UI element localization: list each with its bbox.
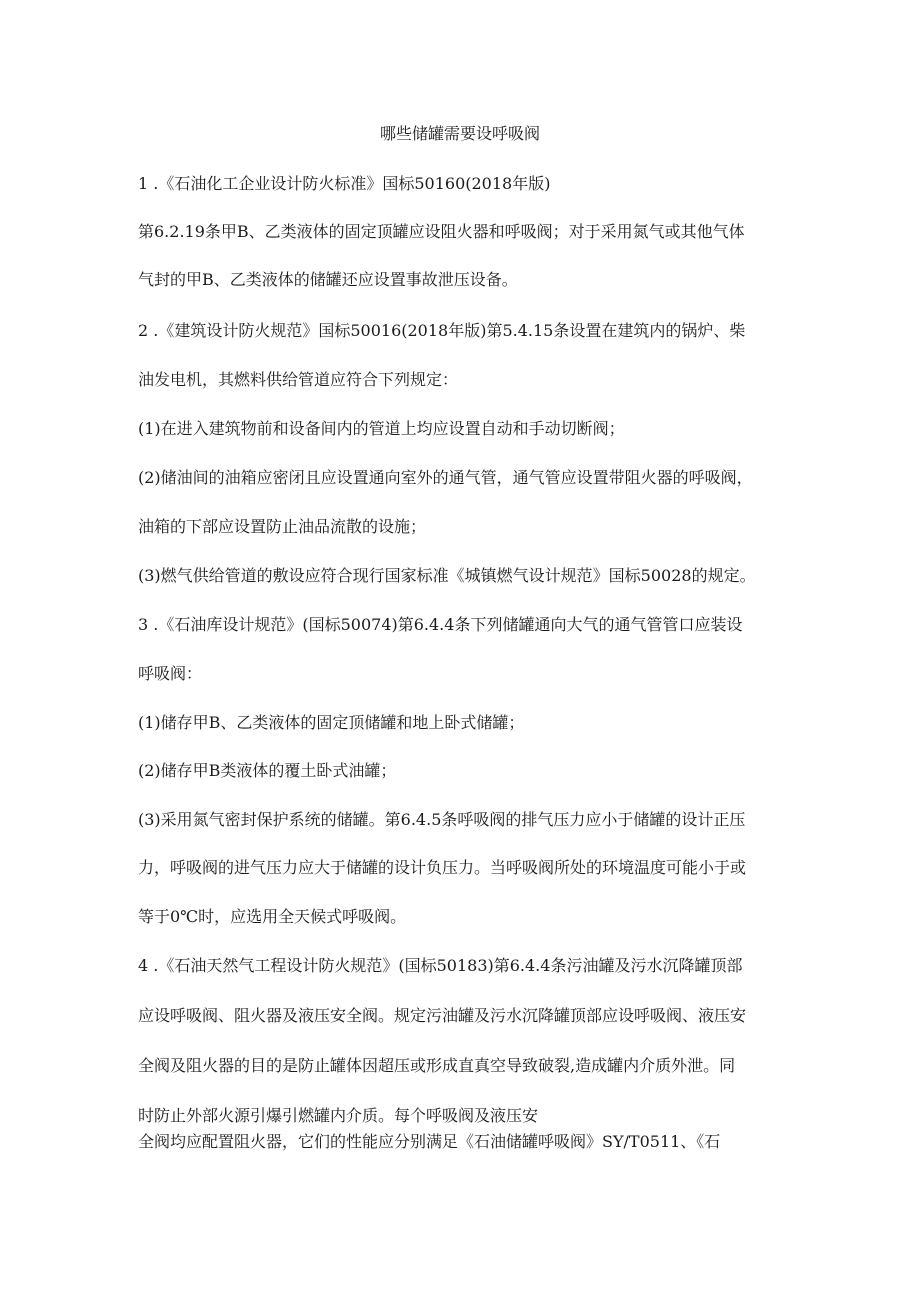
paragraph-line: 3 .《石油库设计规范》(国标50074)第6.4.4条下列储罐通向大气的通气管管口应装设 [138,615,743,634]
paragraph-line: 力，呼吸阀的进气压力应大于储罐的设计负压力。当呼吸阀所处的环境温度可能小于或 [138,858,747,877]
paragraph-line: 呼吸阀： [138,664,203,683]
paragraph-line: 油发电机，其燃料供给管道应符合下列规定： [138,370,459,389]
paragraph-line: 油箱的下部应设置防止油品流散的设施； [138,517,427,536]
page-title: 哪些储罐需要设呼吸阀 [379,124,540,143]
paragraph-line: 应设呼吸阀、阻火器及液压安全阀。规定污油罐及污水沉降罐顶部应设呼吸阀、液压安 [138,1006,747,1025]
paragraph-line: 全阀及阻火器的目的是防止罐体因超压或形成直真空导致破裂,造成罐内介质外泄。同 [138,1056,736,1075]
paragraph-line: 1 .《石油化工企业设计防火标准》国标50160(2018年版) [138,174,551,193]
paragraph-line: (2)储存甲B类液体的覆土卧式油罐； [138,761,397,780]
paragraph-line: 全阀均应配置阻火器，它们的性能应分别满足《石油储罐呼吸阀》SY/T0511、《石 [138,1132,721,1151]
paragraph-line: (1)在进入建筑物前和设备间内的管道上均应设置自动和手动切断阀； [138,419,625,438]
paragraph-line: 第6.2.19条甲B、乙类液体的固定顶罐应设阻火器和呼吸阀；对于采用氮气或其他气体 [138,222,745,241]
paragraph-line: 等于0℃时，应选用全天候式呼吸阀。 [138,907,407,926]
paragraph-line: (3)采用氮气密封保护系统的储罐。第6.4.5条呼吸阀的排气压力应小于储罐的设计正压 [138,810,746,829]
paragraph-line: (3)燃气供给管道的敷设应符合现行国家标准《城镇燃气设计规范》国标50028的规定。 [138,566,756,585]
paragraph-line: 气封的甲B、乙类液体的储罐还应设置事故泄压设备。 [138,270,518,289]
paragraph-line: 2 .《建筑设计防火规范》国标50016(2018年版)第5.4.15条设置在建筑内的锅炉、柴 [138,321,746,340]
paragraph-line: 时防止外部火源引爆引燃罐内介质。每个呼吸阀及液压安 [138,1106,539,1125]
paragraph-line: 4 .《石油天然气工程设计防火规范》(国标50183)第6.4.4条污油罐及污水沉降罐顶部 [138,956,743,975]
paragraph-line: (1)储存甲B、乙类液体的固定顶储罐和地上卧式储罐； [138,713,525,732]
paragraph-line: (2)储油间的油箱应密闭且应设置通向室外的通气管，通气管应设置带阻火器的呼吸阀， [138,468,753,487]
